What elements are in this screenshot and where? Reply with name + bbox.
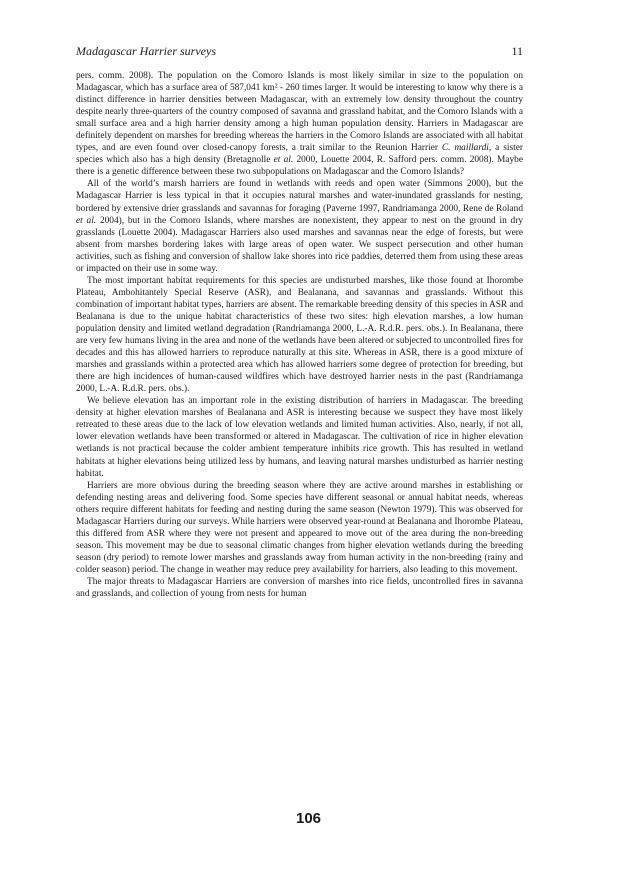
body-text [76, 70, 523, 600]
paragraph-elevation: We believe elevation has an important role in the existing distribution of harriers in Madagascar. The breeding density at higher elevation marshes of Bealanana and ASR is interesting because we suspect they have most likely retreated to these areas due to the lack of low elevation wetlands and limited human activities. Also, nearly, if not all, lower elevation wetlands have been transformed or altered in Madagascar. The cultivation of rice in higher elevation wetlands is not practical because the colder ambient temperature inhibits rice growth. This has resulted in wetland habitats at higher elevations being utilized less by humans, and leaving natural marshes undisturbed as harrier nesting habitat. [76, 396, 523, 479]
paragraph-threats: The major threats to Madagascar Harriers are conversion of marshes into rice fields, uncontrolled fires in savanna and grasslands, and collection of young from nests for human [76, 576, 523, 600]
paragraph-breeding-season: Harriers are more obvious during the breeding season where they are active around marshes in establishing or defending nesting areas and delivering food. Some species have different seasonal or annual habitat needs, whereas others require different habitats for feeding and nesting during the same season (Newton 1979). This was observed for Madagascar Harriers during our surveys. While harriers were observed year-round at Bealanana and Ihorombe Plateau, this differed from ASR where they were not present and appeared to move out of the area during the non-breeding season. This movement may be due to seasonal climatic changes from higher elevation wetlands during the breeding season (dry period) to remote lower marshes and grasslands away from human activity in the non-breeding (rainy and colder season) period. The change in weather may reduce prey availability for harriers, also leading to this movement. [76, 480, 523, 575]
paragraph-marsh-harriers: All of the world’s marsh harriers are found in wetlands with reeds and open water (Simmons 2000), but the Madagascar Harrier is less typical in that it occupies natural marshes and water-inundated grasslands for nesting, bordered by extensive drier grasslands and savannas for foraging (Paverne 1997, Randriamanga 2000, Rene de Roland et al. 2004), but in the Comoro Islands, where marshes are nonexistent, they appear to nest on the ground in dry grasslands (Louette 2004). Madagascar Harriers also used marshes and savannas near the edge of forests, but were absent from marshes bordering lakes with large areas of open water. We suspect persecution and other human activities, such as fishing and conversion of shallow lake shores into rice paddies, deterred them from using these areas or impacted on their use in some way. [76, 179, 523, 274]
paragraph-habitat-requirements: The most important habitat requirements for this species are undisturbed marshes, like those found at Ihorombe Plateau, Ambohitantely Special Reserve (ASR), and Bealanana, and savannas and grasslands. Without this combination of important habitat types, harriers are absent. The remarkable breeding density of this species in ASR and Bealanana is due to the unique habitat characteristics of these two sites: high elevation marshes, a low human population density and limited wetland degradation (Randriamanga 2000, L.-A. R.d.R. pers. obs.). In Bealanana, there are very few humans living in the area and none of the wetlands have been altered or subjected to uncontrolled fires for decades and this has allowed harriers to reproduce naturally at this site. Whereas in ASR, there is a good mixture of marshes and grasslands within a protected area which has allowed harriers some degree of protection for breeding, but there are high incidences of human-caused wildfires which have destroyed harrier nests in the past (Randriamanga 2000, L.-A. R.d.R. pers. obs.). [76, 275, 523, 395]
folio-page-number: 106 [295, 810, 322, 827]
running-head-page-number: 11 [511, 44, 523, 58]
paragraph-continued: pers. comm. 2008). The population on the Comoro Islands is most likely similar in size to the population on Madagascar, which has a surface area of 587,041 km² - 260 times larger. It would be interesting to know why there is a distinct difference in harrier densities between Madagascar, with an extremely low density throughout the country despite nearly three-quarters of the country composed of savanna and grassland habitat, and the Comoro Islands with a small surface area and a high harrier density among a high human population density. Harriers in Madagascar are definitely dependent on marshes for breeding whereas the harriers in the Comoro Islands are associated with all habitat types, and are even found over closed-canopy forests, a trait similar to the Reunion Harrier C. maillardi, a sister species which also has a high density (Bretagnolle et al. 2000, Louette 2004, R. Safford pers. comm. 2008). Maybe there is a genetic difference between these two subpopulations on Madagascar and the Comoro Islands? [76, 71, 524, 178]
running-head [76, 44, 523, 59]
running-head-title: Madagascar Harrier surveys [76, 44, 216, 58]
